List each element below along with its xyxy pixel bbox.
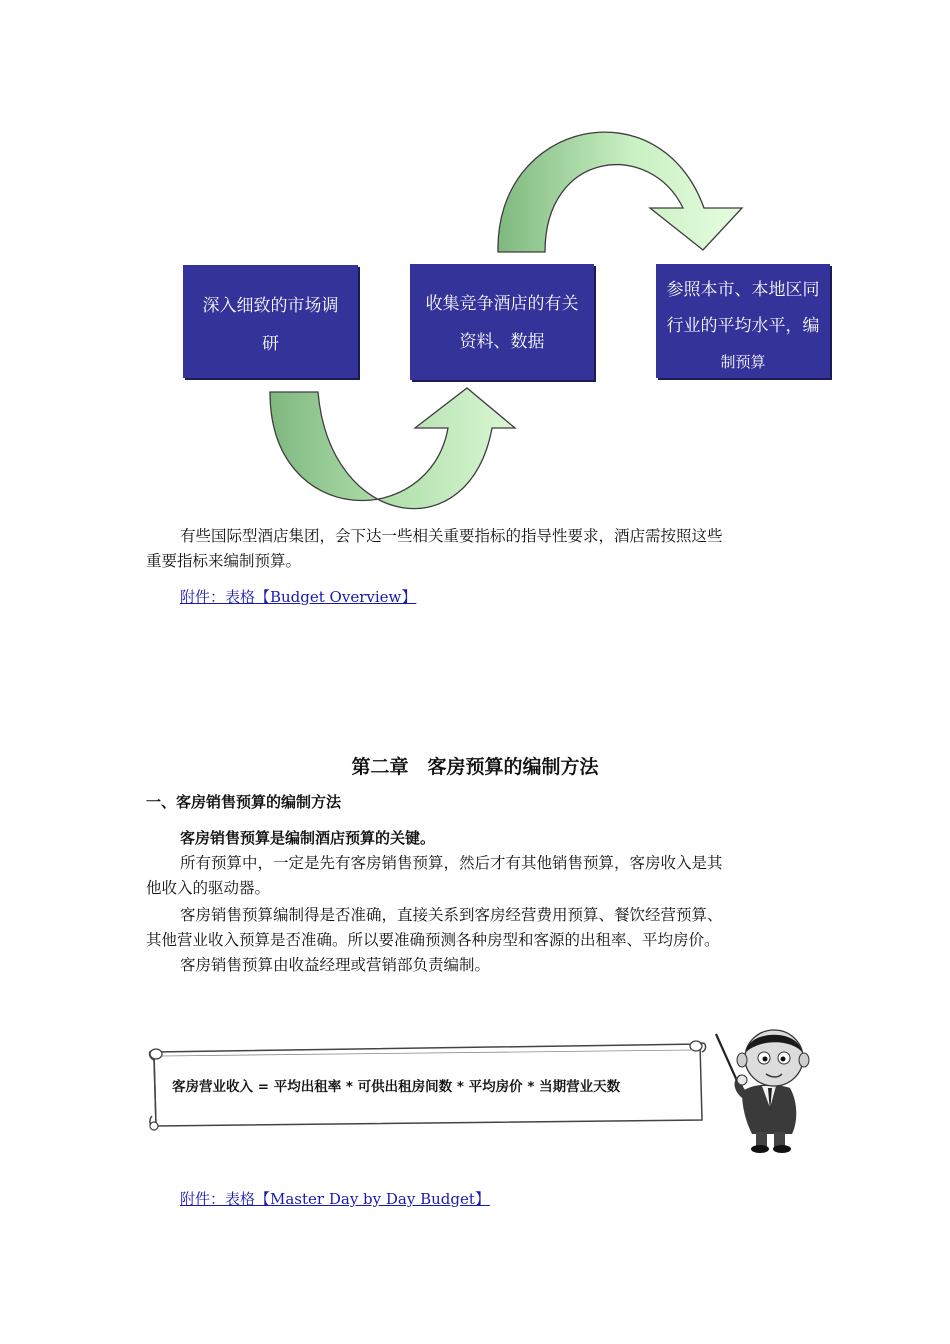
paragraph-line: 其他营业收入预算是否准确。所以要准确预测各种房型和客源的出租率、平均房价。 — [146, 931, 720, 949]
top-curved-arrow — [498, 132, 742, 252]
flow-box-text: 资料、数据 — [459, 332, 545, 352]
flow-box-text: 收集竞争酒店的有关 — [425, 294, 579, 314]
paragraph-group-guidance — [146, 524, 826, 574]
budget-overview-link[interactable]: 附件：表格【Budget Overview】 — [180, 588, 417, 606]
chapter-title: 第二章 客房预算的编制方法 — [351, 756, 599, 778]
paragraph-line: 他收入的驱动器。 — [146, 879, 271, 897]
paragraph-group-accuracy — [146, 903, 826, 953]
key-point: 客房销售预算是编制酒店预算的关键。 — [180, 829, 436, 847]
flow-box-text: 制预算 — [720, 353, 766, 371]
flow-box-text: 参照本市、本地区同 — [666, 280, 820, 300]
paragraph-line: 重要指标来编制预算。 — [146, 552, 302, 570]
flow-box-text: 深入细致的市场调 — [202, 296, 339, 316]
flow-box-text: 行业的平均水平，编 — [666, 316, 820, 336]
paragraph-line: 所有预算中，一定是先有客房销售预算，然后才有其他销售预算，客房收入是其 — [180, 854, 723, 872]
flow-arrows — [0, 0, 950, 520]
flow-box-prepare-budget — [656, 264, 830, 378]
paragraph-group-drivers — [146, 851, 826, 901]
presenter-cartoon-icon — [712, 1022, 812, 1154]
flow-box-text: 研 — [262, 334, 279, 354]
paragraph-line: 客房销售预算编制得是否准确，直接关系到客房经营费用预算、餐饮经营预算、 — [180, 906, 723, 924]
bottom-curved-arrow — [270, 388, 515, 509]
revenue-formula: 客房营业收入 = 平均出租率 * 可供出租房间数 * 平均房价 * 当期营业天数 — [172, 1079, 621, 1095]
flow-box-market-research — [183, 265, 358, 378]
flow-box-competitor-data — [410, 264, 594, 380]
master-budget-link[interactable]: 附件：表格【Master Day by Day Budget】 — [180, 1190, 490, 1208]
paragraph-responsibility: 客房销售预算由收益经理或营销部负责编制。 — [180, 956, 491, 974]
paragraph-line: 有些国际型酒店集团，会下达一些相关重要指标的指导性要求，酒店需按照这些 — [180, 527, 723, 545]
section-heading: 一、客房销售预算的编制方法 — [146, 793, 342, 811]
